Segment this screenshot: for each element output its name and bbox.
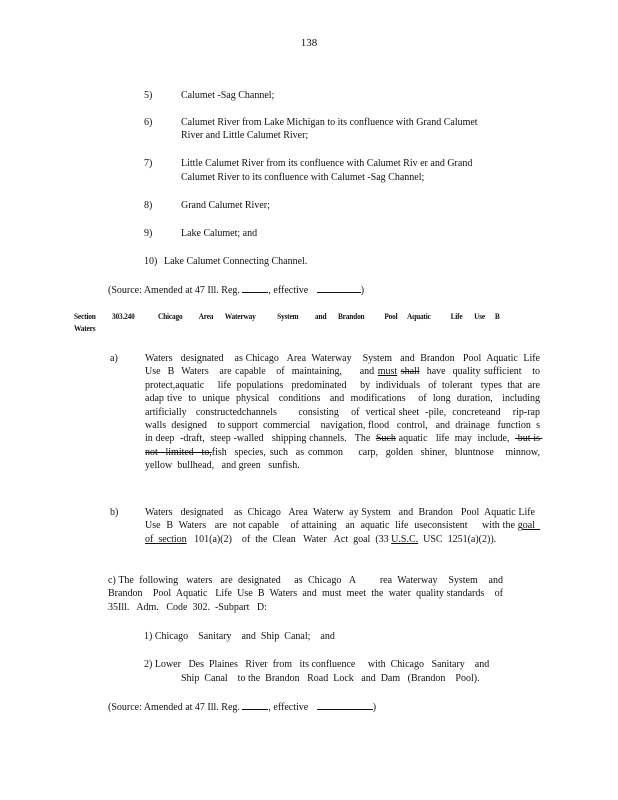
blank-line [317,700,373,710]
subsection-b-text [145,506,540,546]
list-item-text: River and Little Calumet River; [181,130,309,141]
deleted-text: shall [400,366,420,378]
text-run: 101(a)(2) of the Clean Water Act goal (33 [186,533,392,545]
deleted-text: Such [375,433,396,445]
list-item-text: Grand Calumet River; [181,200,270,211]
source-prefix: (Source: Amended at 47 Ill. Reg. [108,702,240,713]
subsection-label: a) [110,353,118,364]
list-item [144,658,489,671]
blank-line [242,700,268,710]
section-label: Section [74,312,96,321]
text-run: Waters designated as Chicago Area Waterw ay System and Brandon Pool Aquatic Life Use B Waters are not capable of attaining an aquatic life useconsistent with the [145,507,540,532]
source-note [108,700,376,714]
inserted-text: must [377,366,398,378]
subsection-label: b) [110,507,119,518]
list-item-text: Calumet River to its confluence with Calumet -Sag Channel; [181,172,425,183]
section-number: 303.240 [112,312,135,321]
section-label-cont: Waters [74,324,96,333]
subsection-c-text [108,574,508,614]
source-end: ) [360,285,365,296]
list-item-text: Lake Calumet; and [181,228,258,239]
list-number: 6) [144,117,153,128]
text-run: aquatic life may include, [395,433,515,445]
source-end: ) [372,702,377,713]
text-run: USC 1251(a)(2)). [418,533,497,545]
deleted-text: but is not limited to, [145,433,543,458]
page-number: 138 [300,37,318,49]
blank-line [317,283,361,293]
list-number: 2) [144,659,153,670]
list-item-text: Calumet River from Lake Michigan to its confluence with Grand Calumet [181,117,478,128]
text-run: The following waters are designated as Chicago A rea Waterway System and Brandon Pool Aquatic Life Use B Waters and must meet the water quality standards of 35Ill. Adm. Code 302. -Subpart D: [108,575,508,613]
list-item-text: Lower Des Plaines River from its confluence with Chicago Sanitary and [154,659,490,670]
text-run: Waters designated as Chicago Area Waterway System and Brandon Pool Aquatic Life Use B Waters are capable of maintaining, and [145,353,548,378]
text-run: have quality sufficient to protect,aquatic life populations predominated by individuals of tolerant types that are adap tive to unique physical conditions and modifications of long duration, including artificially constructedchannels consisting of vertical sheet -pile, concreteand rip-rap walls designed to support commercial navigation, flood control, and drainage function s in deep -draft, steep -walled shipping channels. The [145,366,548,445]
source-effective: , effective [268,702,309,713]
list-number: 7) [144,158,153,169]
list-item-text: Chicago Sanitary and Ship Canal; and [154,631,335,642]
blank-line [242,283,268,293]
list-number: 8) [144,200,153,211]
source-note [108,283,364,297]
subsection-label: c) [108,575,116,586]
inserted-text: U.S.C. [391,533,419,545]
section-title: Chicago Area Waterway System and Brandon Pool Aquatic Life Use B [158,312,500,321]
source-effective: , effective [268,285,309,296]
list-item-text: Ship Canal to the Brandon Road Lock and Dam (Brandon Pool). [181,673,480,684]
inserted-text: goal of section [145,520,540,545]
list-number: 1) [144,631,153,642]
list-item-text: Lake Calumet Connecting Channel. [164,256,308,267]
list-number: 10) [144,256,158,267]
list-number: 5) [144,90,153,101]
list-item-text: Calumet -Sag Channel; [181,90,275,101]
list-item [144,630,335,643]
text-run: fish species, such as common carp, golden shiner, bluntnose minnow, yellow bullhead, and green sunfish. [145,446,548,472]
list-number: 9) [144,228,153,239]
source-prefix: (Source: Amended at 47 Ill. Reg. [108,285,240,296]
list-item-text: Little Calumet River from its confluence with Calumet Riv er and Grand [181,158,473,169]
subsection-a-text [145,352,548,473]
